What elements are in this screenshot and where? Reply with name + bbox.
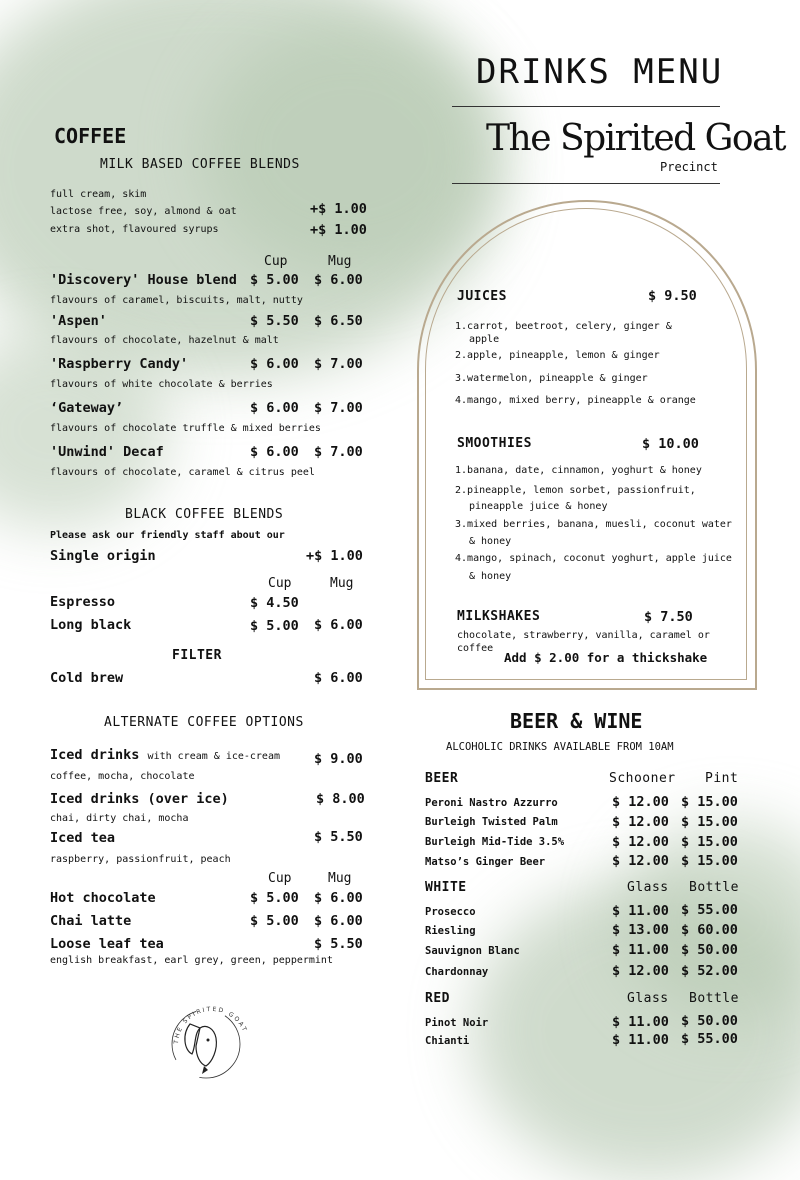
juice-item	[455, 321, 672, 332]
mug-price: $ 7.00	[314, 444, 363, 460]
pint-price: $ 15.00	[681, 814, 738, 830]
coffee-desc: flavours of white chocolate & berries	[50, 379, 273, 390]
drink-name: Hot chocolate	[50, 890, 156, 906]
drink-name: Iced drinks (over ice)	[50, 791, 229, 807]
tea-desc: english breakfast, earl grey, green, peppermint	[50, 955, 333, 966]
red-heading: RED	[425, 991, 450, 1006]
bottle-price: $ 60.00	[681, 922, 738, 938]
coffee-desc: flavours of chocolate truffle & mixed berries	[50, 423, 321, 434]
divider	[452, 183, 720, 184]
drink-name: Chai latte	[50, 913, 132, 929]
thickshake-note: Add $ 2.00 for a thickshake	[504, 650, 708, 665]
wine-name: Chardonnay	[425, 966, 489, 978]
coffee-desc: flavours of caramel, biscuits, malt, nutty	[50, 295, 303, 306]
cup-price: $ 5.00	[250, 272, 299, 288]
coffee-name: Long black	[50, 617, 132, 633]
bottle-price: $ 55.00	[681, 1031, 738, 1047]
smoothie-item	[455, 485, 696, 496]
coffee-name: 'Raspberry Candy'	[50, 356, 189, 372]
coffee-desc: flavours of chocolate, hazelnut & malt	[50, 335, 279, 346]
brand-tagline: Precinct	[660, 160, 718, 174]
list-number: 3.	[455, 373, 468, 384]
smoothie-item	[455, 465, 702, 476]
col-mug: Mug	[328, 871, 352, 886]
col-glass: Glass	[627, 991, 669, 1006]
beer-heading: BEER	[425, 771, 459, 786]
col-cup: Cup	[268, 871, 292, 886]
bottle-price: $ 55.00	[681, 902, 738, 918]
mug-price: $ 6.00	[314, 913, 363, 929]
mug-price: $ 7.00	[314, 356, 363, 372]
col-glass: Glass	[627, 880, 669, 895]
schooner-price: $ 12.00	[612, 834, 669, 850]
cup-price: $ 6.00	[250, 400, 299, 416]
juice-text: apple, pineapple, lemon & ginger	[467, 350, 660, 361]
goat-logo	[160, 994, 260, 1086]
milkshakes-heading: MILKSHAKES	[457, 609, 541, 624]
wine-name: Chianti	[425, 1035, 470, 1047]
mug-price: $ 5.50	[314, 936, 363, 952]
glass-price: $ 11.00	[612, 1032, 669, 1048]
list-number: 2.	[455, 485, 468, 496]
drink-extra: with cream & ice-cream	[147, 751, 280, 762]
coffee-name: ‘Gateway’	[50, 400, 124, 416]
mug-price: $ 7.00	[314, 400, 363, 416]
white-heading: WHITE	[425, 880, 467, 895]
col-bottle: Bottle	[689, 991, 739, 1006]
milkshake-flavours-cont: coffee	[457, 643, 494, 654]
pint-price: $ 15.00	[681, 853, 738, 869]
glass-price: $ 11.00	[612, 942, 669, 958]
smoothie-text: pineapple, lemon sorbet, passionfruit,	[467, 485, 696, 496]
glass-price: $ 12.00	[612, 963, 669, 979]
smoothie-item-cont: & honey	[469, 536, 512, 547]
cup-price: $ 6.00	[250, 356, 299, 372]
juice-text: watermelon, pineapple & ginger	[467, 373, 648, 384]
smoothie-item	[455, 519, 732, 530]
alternate-heading: ALTERNATE COFFEE OPTIONS	[104, 715, 304, 730]
drink-desc: raspberry, passionfruit, peach	[50, 854, 231, 865]
col-cup: Cup	[268, 576, 292, 591]
filter-heading: FILTER	[172, 648, 222, 663]
list-number: 3.	[455, 519, 468, 530]
drink-price: $ 9.00	[314, 751, 363, 767]
wine-name: Prosecco	[425, 906, 476, 918]
list-number: 1.	[455, 465, 468, 476]
wine-name: Pinot Noir	[425, 1017, 489, 1029]
beer-wine-subheading: ALCOHOLIC DRINKS AVAILABLE FROM 10AM	[446, 741, 674, 753]
bottle-price: $ 52.00	[681, 963, 738, 979]
mug-price: $ 6.00	[314, 617, 363, 633]
coffee-name: Espresso	[50, 594, 116, 610]
juices-price: $ 9.50	[648, 288, 697, 304]
single-origin-price: +$ 1.00	[306, 548, 363, 564]
juice-item-cont: apple	[469, 334, 500, 345]
col-mug: Mug	[330, 576, 354, 591]
list-number: 4.	[455, 395, 468, 406]
smoothie-item	[455, 553, 732, 564]
brand-name: The Spirited Goat	[486, 118, 786, 159]
schooner-price: $ 12.00	[612, 853, 669, 869]
milkshakes-price: $ 7.50	[644, 609, 693, 625]
drink-price: $ 8.00	[316, 791, 365, 807]
coffee-name: 'Aspen'	[50, 313, 107, 329]
col-bottle: Bottle	[689, 880, 739, 895]
beer-name: Burleigh Mid-Tide 3.5%	[425, 836, 565, 848]
pint-price: $ 15.00	[681, 794, 738, 810]
smoothie-text: banana, date, cinnamon, yoghurt & honey	[467, 465, 702, 476]
drink-name: Loose leaf tea	[50, 936, 164, 952]
bottle-price: $ 50.00	[681, 942, 738, 958]
extra-option-price: +$ 1.00	[310, 222, 367, 238]
cold-brew-price: $ 6.00	[314, 670, 363, 686]
drink-desc: coffee, mocha, chocolate	[50, 771, 195, 782]
logo-text: THE SPIRITED GOAT	[172, 1005, 249, 1045]
milk-option-label: lactose free, soy, almond & oat	[50, 206, 237, 217]
pint-price: $ 15.00	[681, 834, 738, 850]
col-schooner: Schooner	[609, 771, 676, 786]
coffee-desc: flavours of chocolate, caramel & citrus peel	[50, 467, 315, 478]
col-pint: Pint	[705, 771, 739, 786]
goat-logo-icon	[160, 994, 260, 1086]
milk-option-label: full cream, skim	[50, 189, 147, 200]
beer-name: Matso’s Ginger Beer	[425, 856, 546, 868]
beer-name: Peroni Nastro Azzurro	[425, 797, 558, 809]
milk-blends-heading: MILK BASED COFFEE BLENDS	[100, 157, 300, 172]
mug-price: $ 6.50	[314, 313, 363, 329]
smoothie-item-cont: pineapple juice & honey	[469, 501, 608, 512]
wine-name: Sauvignon Blanc	[425, 945, 520, 957]
smoothie-text: mixed berries, banana, muesli, coconut water	[467, 519, 732, 530]
schooner-price: $ 12.00	[612, 794, 669, 810]
schooner-price: $ 12.00	[612, 814, 669, 830]
cup-price: $ 5.00	[250, 618, 299, 634]
svg-text:THE SPIRITED GOAT	[173, 1006, 249, 1045]
cup-price: $ 5.00	[250, 913, 299, 929]
single-origin-name: Single origin	[50, 548, 156, 564]
mug-price: $ 6.00	[314, 272, 363, 288]
extra-option-label: extra shot, flavoured syrups	[50, 224, 219, 235]
milkshake-flavours: chocolate, strawberry, vanilla, caramel or	[457, 630, 710, 641]
cup-price: $ 5.00	[250, 890, 299, 906]
cup-price: $ 6.00	[250, 444, 299, 460]
drink-name: Iced tea	[50, 830, 116, 846]
wine-name: Riesling	[425, 925, 476, 937]
watercolor-wash	[200, 20, 500, 280]
beer-name: Burleigh Twisted Palm	[425, 816, 558, 828]
glass-price: $ 11.00	[612, 1014, 669, 1030]
divider	[452, 106, 720, 107]
smoothies-price: $ 10.00	[642, 436, 699, 452]
col-mug: Mug	[328, 254, 352, 269]
list-number: 4.	[455, 553, 468, 564]
page-title: DRINKS MENU	[476, 52, 724, 92]
drink-name-text: Iced drinks	[50, 747, 140, 763]
juices-heading: JUICES	[457, 289, 507, 304]
coffee-name: 'Discovery' House blend	[50, 272, 237, 288]
juice-item	[455, 350, 660, 361]
smoothie-text: mango, spinach, coconut yoghurt, apple juice	[467, 553, 732, 564]
juice-text: carrot, beetroot, celery, ginger &	[467, 321, 672, 332]
juice-item	[455, 373, 648, 384]
beer-wine-heading: BEER & WINE	[510, 709, 643, 733]
drink-desc: chai, dirty chai, mocha	[50, 813, 189, 824]
list-number: 1.	[455, 321, 468, 332]
staff-note: Please ask our friendly staff about our	[50, 530, 285, 541]
coffee-name: 'Unwind' Decaf	[50, 444, 164, 460]
smoothie-item-cont: & honey	[469, 571, 512, 582]
col-cup: Cup	[264, 254, 288, 269]
milk-option-price: +$ 1.00	[310, 201, 367, 217]
cup-price: $ 5.50	[250, 313, 299, 329]
black-blends-heading: BLACK COFFEE BLENDS	[125, 507, 284, 522]
glass-price: $ 11.00	[612, 903, 669, 919]
bottle-price: $ 50.00	[681, 1013, 738, 1029]
drink-price: $ 5.50	[314, 829, 363, 845]
glass-price: $ 13.00	[612, 922, 669, 938]
drink-name	[50, 747, 280, 763]
cup-price: $ 4.50	[250, 595, 299, 611]
coffee-heading: COFFEE	[54, 124, 127, 148]
list-number: 2.	[455, 350, 468, 361]
juice-item	[455, 395, 696, 406]
cold-brew-name: Cold brew	[50, 670, 124, 686]
juice-text: mango, mixed berry, pineapple & orange	[467, 395, 696, 406]
mug-price: $ 6.00	[314, 890, 363, 906]
smoothies-heading: SMOOTHIES	[457, 436, 532, 451]
